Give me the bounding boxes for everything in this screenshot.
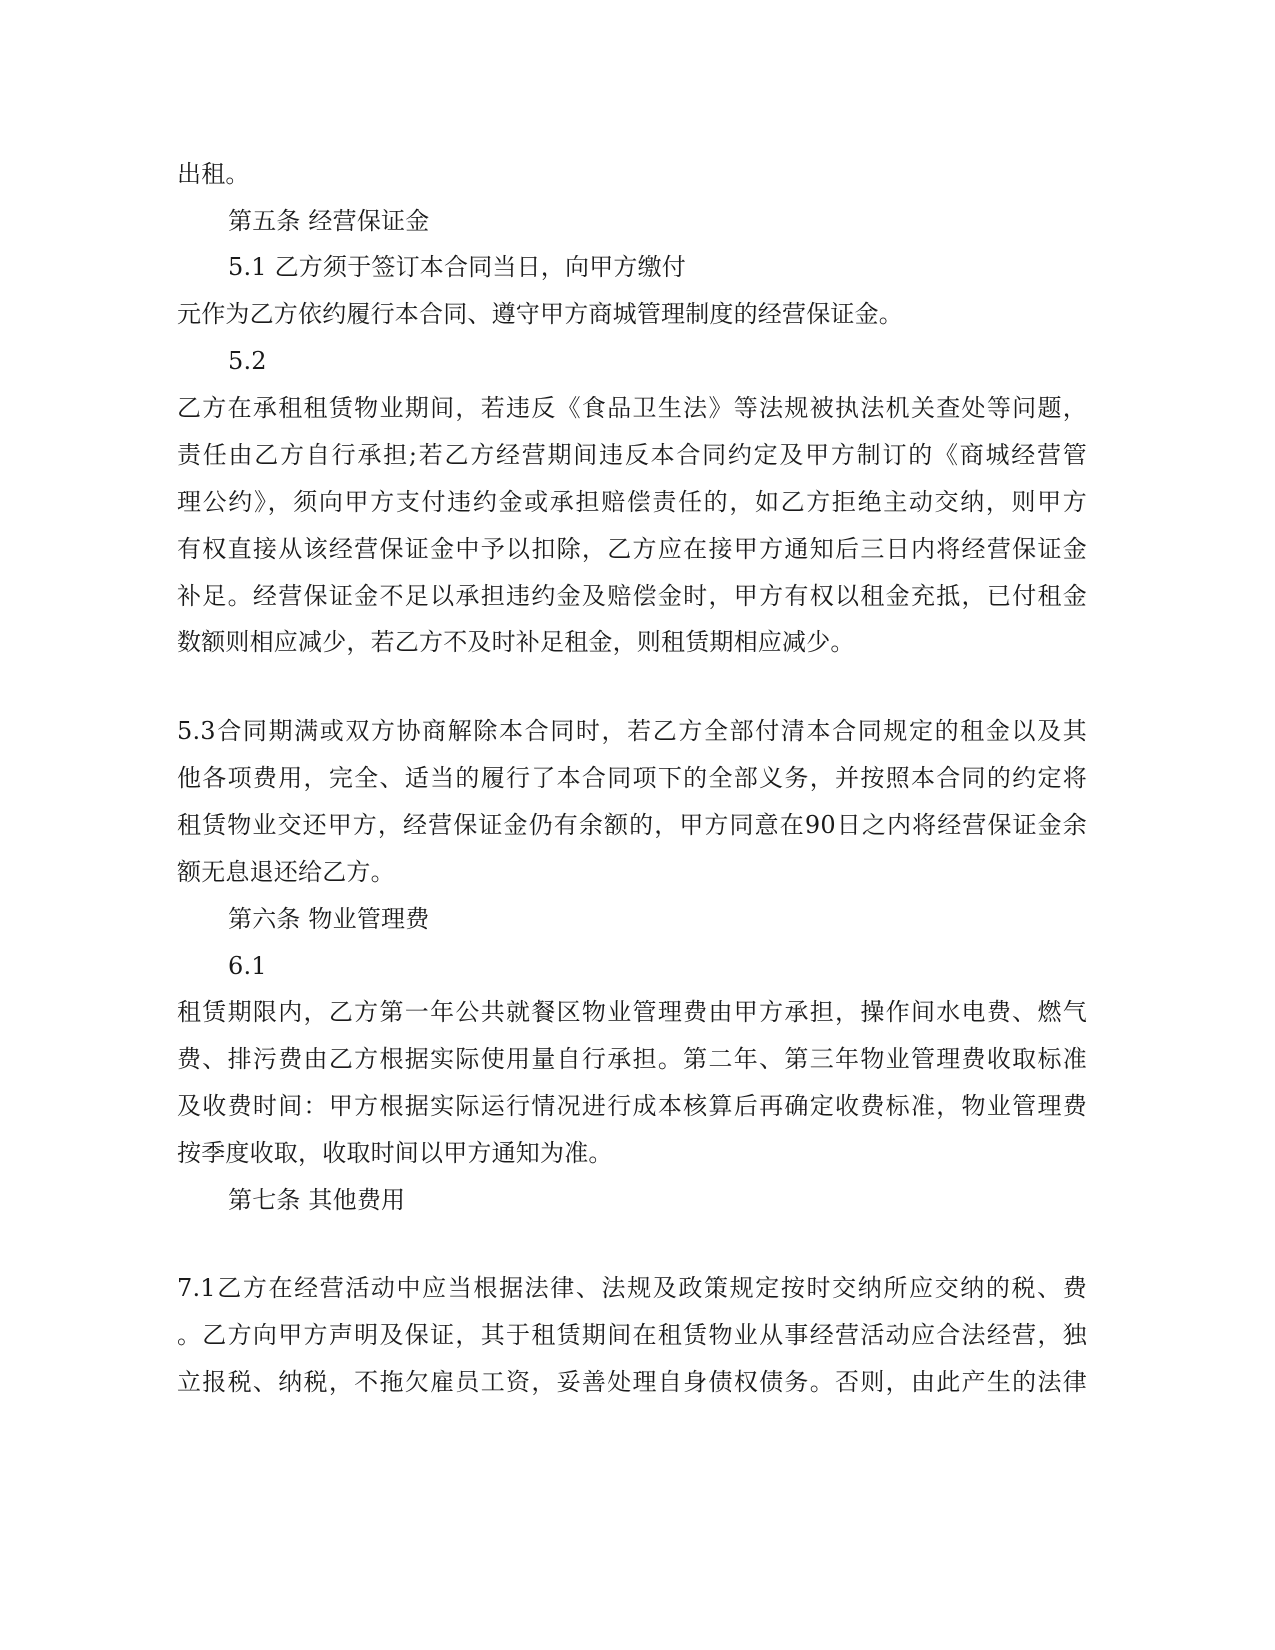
- clause-7-1-line-3: 立报税、纳税，不拖欠雇员工资，妥善处理自身债权债务。否则，由此产生的法律: [177, 1368, 1087, 1396]
- article-5-heading: 第五条 经营保证金: [228, 207, 430, 235]
- clause-5-3-line-3: 租赁物业交还甲方，经营保证金仍有余额的，甲方同意在90日之内将经营保证金余: [177, 811, 1087, 839]
- clause-6-1-number: 6.1: [228, 952, 267, 980]
- clause-5-2-line-3: 理公约》，须向甲方支付违约金或承担赔偿责任的，如乙方拒绝主动交纳，则甲方: [177, 488, 1087, 516]
- clause-7-1-line-1: 7.1乙方在经营活动中应当根据法律、法规及政策规定按时交纳所应交纳的税、费: [177, 1274, 1087, 1302]
- text-line-1: 出租。: [177, 160, 250, 188]
- clause-5-2-line-2: 责任由乙方自行承担;若乙方经营期间违反本合同约定及甲方制订的《商城经营管: [177, 441, 1087, 469]
- clause-5-2-line-4: 有权直接从该经营保证金中予以扣除，乙方应在接甲方通知后三日内将经营保证金: [177, 535, 1087, 563]
- clause-6-1-line-3: 及收费时间：甲方根据实际运行情况进行成本核算后再确定收费标准，物业管理费: [177, 1092, 1087, 1120]
- article-7-heading: 第七条 其他费用: [228, 1186, 406, 1214]
- clause-5-1-line-2: 元作为乙方依约履行本合同、遵守甲方商城管理制度的经营保证金。: [177, 300, 903, 328]
- clause-5-2-line-6: 数额则相应减少，若乙方不及时补足租金，则租赁期相应减少。: [177, 628, 855, 656]
- clause-6-1-line-4: 按季度收取，收取时间以甲方通知为准。: [177, 1139, 613, 1167]
- clause-5-1-line-1: 5.1 乙方须于签订本合同当日，向甲方缴付: [228, 253, 686, 281]
- clause-5-2-line-5: 补足。经营保证金不足以承担违约金及赔偿金时，甲方有权以租金充抵，已付租金: [177, 582, 1087, 610]
- clause-5-3-line-2: 他各项费用，完全、适当的履行了本合同项下的全部义务，并按照本合同的约定将: [177, 764, 1087, 792]
- clause-5-3-line-1: 5.3合同期满或双方协商解除本合同时，若乙方全部付清本合同规定的租金以及其: [177, 717, 1087, 745]
- clause-6-1-line-2: 费、排污费由乙方根据实际使用量自行承担。第二年、第三年物业管理费收取标准: [177, 1045, 1087, 1073]
- clause-6-1-line-1: 租赁期限内，乙方第一年公共就餐区物业管理费由甲方承担，操作间水电费、燃气: [177, 998, 1087, 1026]
- clause-5-2-number: 5.2: [228, 347, 267, 375]
- clause-5-3-line-4: 额无息退还给乙方。: [177, 858, 395, 886]
- clause-7-1-line-2: 。乙方向甲方声明及保证，其于租赁期间在租赁物业从事经营活动应合法经营，独: [177, 1321, 1087, 1349]
- article-6-heading: 第六条 物业管理费: [228, 905, 430, 933]
- clause-5-2-line-1: 乙方在承租租赁物业期间，若违反《食品卫生法》等法规被执法机关查处等问题，: [177, 394, 1087, 422]
